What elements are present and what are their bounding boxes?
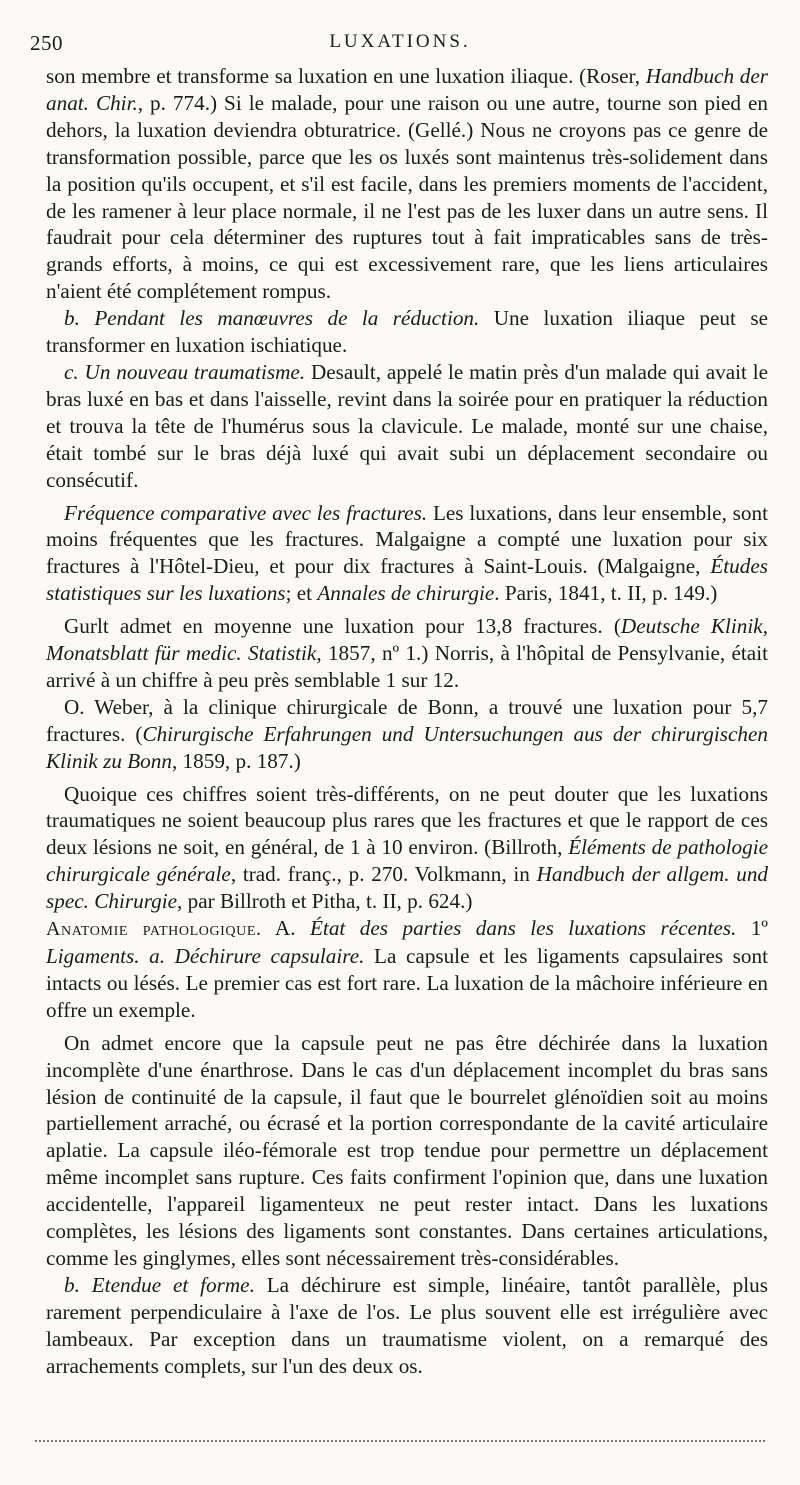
paragraph-3 [46,359,768,494]
paragraph-10 [46,1272,768,1380]
section-lead: État des parties dans les luxations récentes. [309,916,737,941]
text-run: La capsule et les ligaments capsulaires sont intacts ou lésés. Le premier cas est fort rare. La luxation de la mâchoire inférieure en offre un exemple. [46,944,768,1022]
text-run: , p. 774.) Si le malade, pour une raison ou une autre, tourne son pied en dehors, la luxation deviendra obturatrice. (Gellé.) Nous ne croyons pas ce genre de transformation possible, parce que les os luxés sont maintenus très-solidement dans la position qu'ils occupent, et s'il est facile, dans les premiers moments de l'accident, de les ramener à leur place normale, il ne l'est pas de les luxer dans un autre sens. Il faudrait pour cela déterminer des ruptures tout à fait impraticables sans de très-grands efforts, à moins, ce qui est excessivement rare, que les liens articulaires n'aient été complétement rompus. [46,90,768,304]
text-run: , par Billroth et Pitha, t. II, p. 624.) [177,889,473,914]
text-run: 1º [736,916,768,941]
footer-dotted-rule [35,1440,765,1442]
citation: Études statistiques sur les luxations [46,554,768,606]
citation: Éléments de pathologie chirurgicale générale [46,835,768,887]
section-heading: Anatomie pathologique. [46,918,262,941]
text-run: Les luxations, dans leur ensemble, sont moins fréquentes que les fractures. Malgaigne a compté une luxation pour six fractures à l'Hôtel-Dieu, et pour dix fractures à Saint-Louis. (Malgaigne, [46,500,768,579]
paragraph-8 [46,915,768,1024]
running-title: LUXATIONS. [329,31,471,52]
citation: Annales de chirurgie [317,581,495,606]
paragraph-9 [46,1030,768,1272]
text-run: ; et [285,581,318,606]
paragraph-1 [46,63,768,305]
text-run: , 1859, p. 187.) [171,748,301,773]
text-run: Desault, appelé le matin près d'un malade qui avait le bras luxé en bas et dans l'aisselle, revint dans la soirée pour en pratiquer la réduction et trouva la tête de l'humérus sous la clavicule. Le malade, monté sur une chaise, était tombé sur le bras déjà luxé qui avait subi un déplacement secondaire ou consécutif. [46,359,768,492]
citation: Handbuch der allgem. und spec. Chirurgie [46,862,769,914]
citation: Deutsche Klinik, Monatsblatt für medic. Statistik [46,614,768,666]
text-run: On admet encore que la capsule peut ne pas être déchirée dans la luxation incomplète d'une énarthrose. Dans le cas d'un déplacement incomplet du bras sans lésion de continuité de la capsule, il faut que le bourrelet glénoïdien soit au moins partiellement arraché, ou écrasé et la portion correspondante de la cavité articulaire aplatie. La capsule iléo-fémorale est trop tendue pour permettre un déplacement même incomplet sans rupture. Ces faits confirment l'opinion que, dans une luxation accidentelle, l'appareil ligamenteux ne peut rester intact. Dans les luxations complètes, les lésions des ligaments sont constantes. Dans certaines articulations, comme les ginglymes, elles sont nécessairement très-considérables. [46,1030,768,1270]
section-lead: b. Pendant les manœuvres de la réduction. [64,306,480,331]
page-header [30,31,770,61]
citation: Chirurgische Erfahrungen und Untersuchungen aus der chirurgischen Klinik zu Bonn [46,721,768,773]
body-text [46,63,768,1380]
section-lead: c. Un nouveau traumatisme. [64,359,306,384]
paragraph-4 [46,500,768,608]
text-run: , trad. franç., p. 270. Volkmann, in [230,862,537,887]
text-run: Une luxation iliaque peut se transformer en luxation ischiatique. [46,306,768,358]
paragraph-2 [46,305,768,359]
text-run: La déchirure est simple, linéaire, tantôt parallèle, plus rarement perpendiculaire à l'axe de l'os. Le plus souvent elle est irrégulière avec lambeaux. Par exception dans un traumatisme violent, on a remarqué des arrachements complets, sur l'un des deux os. [46,1272,768,1378]
page-number: 250 [30,31,63,55]
text-run: A. [261,916,310,941]
text-run: , 1857, nº 1.) Norris, à l'hôpital de Pensylvanie, était arrivé à un chiffre à peu près semblable 1 sur 12. [46,641,768,692]
text-run: son membre et transforme sa luxation en une luxation iliaque. (Roser, [46,64,646,88]
paragraph-6 [46,694,768,775]
text-run: . Paris, 1841, t. II, p. 149.) [494,581,718,606]
section-lead: Fréquence comparative avec les fractures. [64,500,428,525]
text-run: O. Weber, à la clinique chirurgicale de Bonn, a trouvé une luxation pour 5,7 fractures. ( [46,694,768,746]
section-lead: b. Etendue et forme. [64,1272,255,1297]
citation: Handbuch der anat. Chir. [46,64,769,115]
paragraph-7 [46,781,768,916]
paragraph-5 [46,613,768,694]
text-run: Gurlt admet en moyenne une luxation pour 13,8 fractures. ( [64,614,621,639]
text-run: Quoique ces chiffres soient très-différents, on ne peut douter que les luxations traumatiques ne soient beaucoup plus rares que les fractures et que le rapport de ces deux lésions ne soit, en général, de 1 à 10 environ. (Billroth, [46,781,768,860]
section-lead: Ligaments. a. Déchirure capsulaire. [46,944,365,968]
